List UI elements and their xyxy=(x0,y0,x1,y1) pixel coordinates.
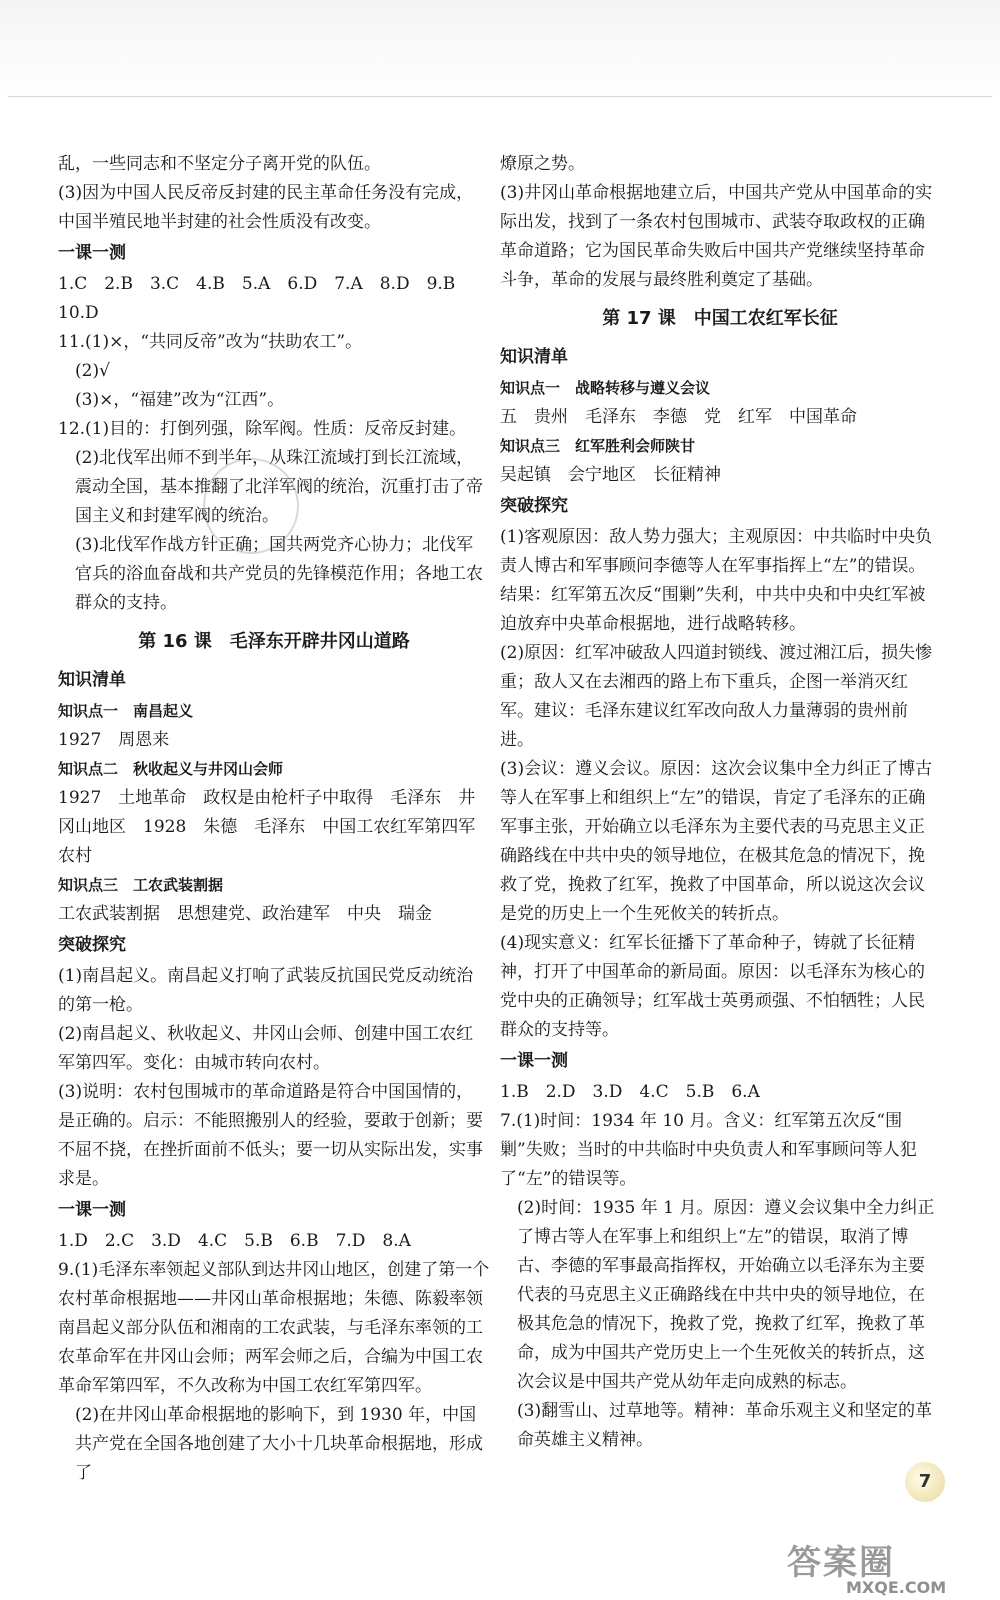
answer-item: 12.(1)目的：打倒列强，除军阀。性质：反帝反封建。 xyxy=(58,419,467,439)
terms: 五 贵州 毛泽东 李德 党 红军 中国革命 xyxy=(500,407,857,427)
knowledge-point: 知识点一 南昌起义 xyxy=(58,702,194,720)
answer-item: 11.(1)×，“共同反帝”改为“扶助农工”。 xyxy=(58,332,363,352)
watermark-site: MXQE.COM xyxy=(846,1578,947,1597)
answer-item: 7.(1)时间：1934 年 10 月。含义：红军第五次反“围剿”失败；当时的中共临时中央负责人和军事顾问等人犯了“左”的错误等。 xyxy=(500,1111,917,1189)
answer-row: 1.D 2.C 3.D 4.C 5.B 6.B 7.D 8.A xyxy=(58,1231,411,1251)
page-edge-line xyxy=(8,96,992,97)
watermark-logo: 答案圈 xyxy=(787,1543,895,1583)
terms: 1927 土地革命 政权是由枪杆子中取得 毛泽东 井冈山地区 1928 朱德 毛泽东 中国工农红军第四军 农村 xyxy=(58,788,493,866)
para: (4)现实意义：红军长征播下了革命种子，铸就了长征精神，打开了中国革命的新局面。原因：以毛泽东为核心的党中央的正确领导；红军战士英勇顽强、不怕牺牲；人民群众的支持等。 xyxy=(500,933,925,1040)
knowledge-point: 知识点二 秋收起义与井冈山会师 xyxy=(58,760,284,778)
right-column xyxy=(500,150,940,1455)
answer-item: (2)在井冈山革命根据地的影响下，到 1930 年，中国共产党在全国各地创建了大小十几块革命根据地，形成了 xyxy=(75,1405,483,1483)
knowledge-point: 知识点一 战略转移与遵义会议 xyxy=(500,379,711,397)
para: (3)会议：遵义会议。原因：这次会议集中全力纠正了博古等人在军事上和组织上“左”的错误，肯定了毛泽东的正确军事主张，开始确立以毛泽东为主要代表的马克思主义正确路线在中共中央的领导地位，在极其危急的情况下，挽救了党，挽救了红军，挽救了中国革命，所以说这次会议是党的历史上一个生死攸关的转折点。 xyxy=(500,759,933,924)
answer-item: (3)翻雪山、过草地等。精神：革命乐观主义和坚定的革命英雄主义精神。 xyxy=(517,1401,933,1450)
answer-item: (3)×，“福建”改为“江西”。 xyxy=(75,390,285,410)
knowledge-point: 知识点三 红军胜利会师陕甘 xyxy=(500,437,696,455)
answer-item: (2)时间：1935 年 1 月。原因：遵义会议集中全力纠正了博古等人在军事上和组织上“左”的错误，取消了博古、李德的军事最高指挥权，开始确立以毛泽东为主要代表的马克思主义正确路线在中共中央的领导地位，在极其危急的情况下，挽救了党，挽救了红军，挽救了革命，成为中国共产党历史上一个生死攸关的转折点，这次会议是中国共产党从幼年走向成熟的标志。 xyxy=(517,1198,935,1392)
para: (3)因为中国人民反帝反封建的民主革命任务没有完成，中国半殖民地半封建的社会性质没有改变。 xyxy=(58,183,474,232)
page-number: 7 xyxy=(905,1462,945,1502)
para: (3)说明：农村包围城市的革命道路是符合中国国情的，是正确的。启示：不能照搬别人的经验，要敢于创新；要不屈不挠，在挫折面前不低头；要一切从实际出发，实事求是。 xyxy=(58,1082,483,1189)
para: (1)客观原因：敌人势力强大；主观原因：中共临时中央负责人博古和军事顾问李德等人在军事指挥上“左”的错误。结果：红军第五次反“围剿”失利，中共中央和中央红军被迫放弃中央革命根据地，进行战略转移。 xyxy=(500,527,933,634)
section-heading: 突破探究 xyxy=(58,935,126,955)
left-column xyxy=(58,150,493,1488)
answer-item: (2)北伐军出师不到半年，从珠江流域打到长江流域，震动全国，基本推翻了北洋军阀的统治，沉重打击了帝国主义和封建军阀的统治。 xyxy=(75,448,483,526)
answer-item: 9.(1)毛泽东率领起义部队到达井冈山地区，创建了第一个农村革命根据地——井冈山革命根据地；朱德、陈毅率领南昌起义部分队伍和湘南的工农武装，与毛泽东率领的工农革命军在井冈山会师；两军会师之后，合编为中国工农革命军第四军，不久改称为中国工农红军第四军。 xyxy=(58,1260,490,1396)
para: (2)南昌起义、秋收起义、井冈山会师、创建中国工农红军第四军。变化：由城市转向农村。 xyxy=(58,1024,474,1073)
para: 乱，一些同志和不坚定分子离开党的队伍。 xyxy=(58,154,381,174)
para: (1)南昌起义。南昌起义打响了武装反抗国民党反动统治的第一枪。 xyxy=(58,966,474,1015)
section-heading: 一课一测 xyxy=(58,243,126,263)
answer-item: (2)√ xyxy=(75,361,110,381)
para: (3)井冈山革命根据地建立后，中国共产党从中国革命的实际出发，找到了一条农村包围城市、武装夺取政权的正确革命道路；它为国民革命失败后中国共产党继续坚持革命斗争，革命的发展与最终胜利奠定了基础。 xyxy=(500,183,933,290)
answer-row: 1.B 2.D 3.D 4.C 5.B 6.A xyxy=(500,1082,760,1102)
terms: 1927 周恩来 xyxy=(58,730,170,750)
terms: 工农武装割据 思想建党、政治建军 中央 瑞金 xyxy=(58,904,432,924)
section-heading: 知识清单 xyxy=(58,670,126,690)
answer-row: 1.C 2.B 3.C 4.B 5.A 6.D 7.A 8.D 9.B 10.D xyxy=(58,274,473,323)
page-edge-shadow xyxy=(0,0,1000,96)
knowledge-point: 知识点三 工农武装割据 xyxy=(58,876,224,894)
lesson-title: 第 16 课 毛泽东开辟井冈山道路 xyxy=(138,631,410,652)
section-heading: 一课一测 xyxy=(500,1051,568,1071)
section-heading: 一课一测 xyxy=(58,1200,126,1220)
answer-item: (3)北伐军作战方针正确；国共两党齐心协力；北伐军官兵的浴血奋战和共产党员的先锋模范作用；各地工农群众的支持。 xyxy=(75,535,483,613)
lesson-title: 第 17 课 中国工农红军长征 xyxy=(602,308,838,329)
terms: 吴起镇 会宁地区 长征精神 xyxy=(500,465,721,485)
section-heading: 突破探究 xyxy=(500,496,568,516)
para: 燎原之势。 xyxy=(500,154,585,174)
para: (2)原因：红军冲破敌人四道封锁线、渡过湘江后，损失惨重；敌人又在去湘西的路上布下重兵，企图一举消灭红军。建议：毛泽东建议红军改向敌人力量薄弱的贵州前进。 xyxy=(500,643,933,750)
section-heading: 知识清单 xyxy=(500,347,568,367)
